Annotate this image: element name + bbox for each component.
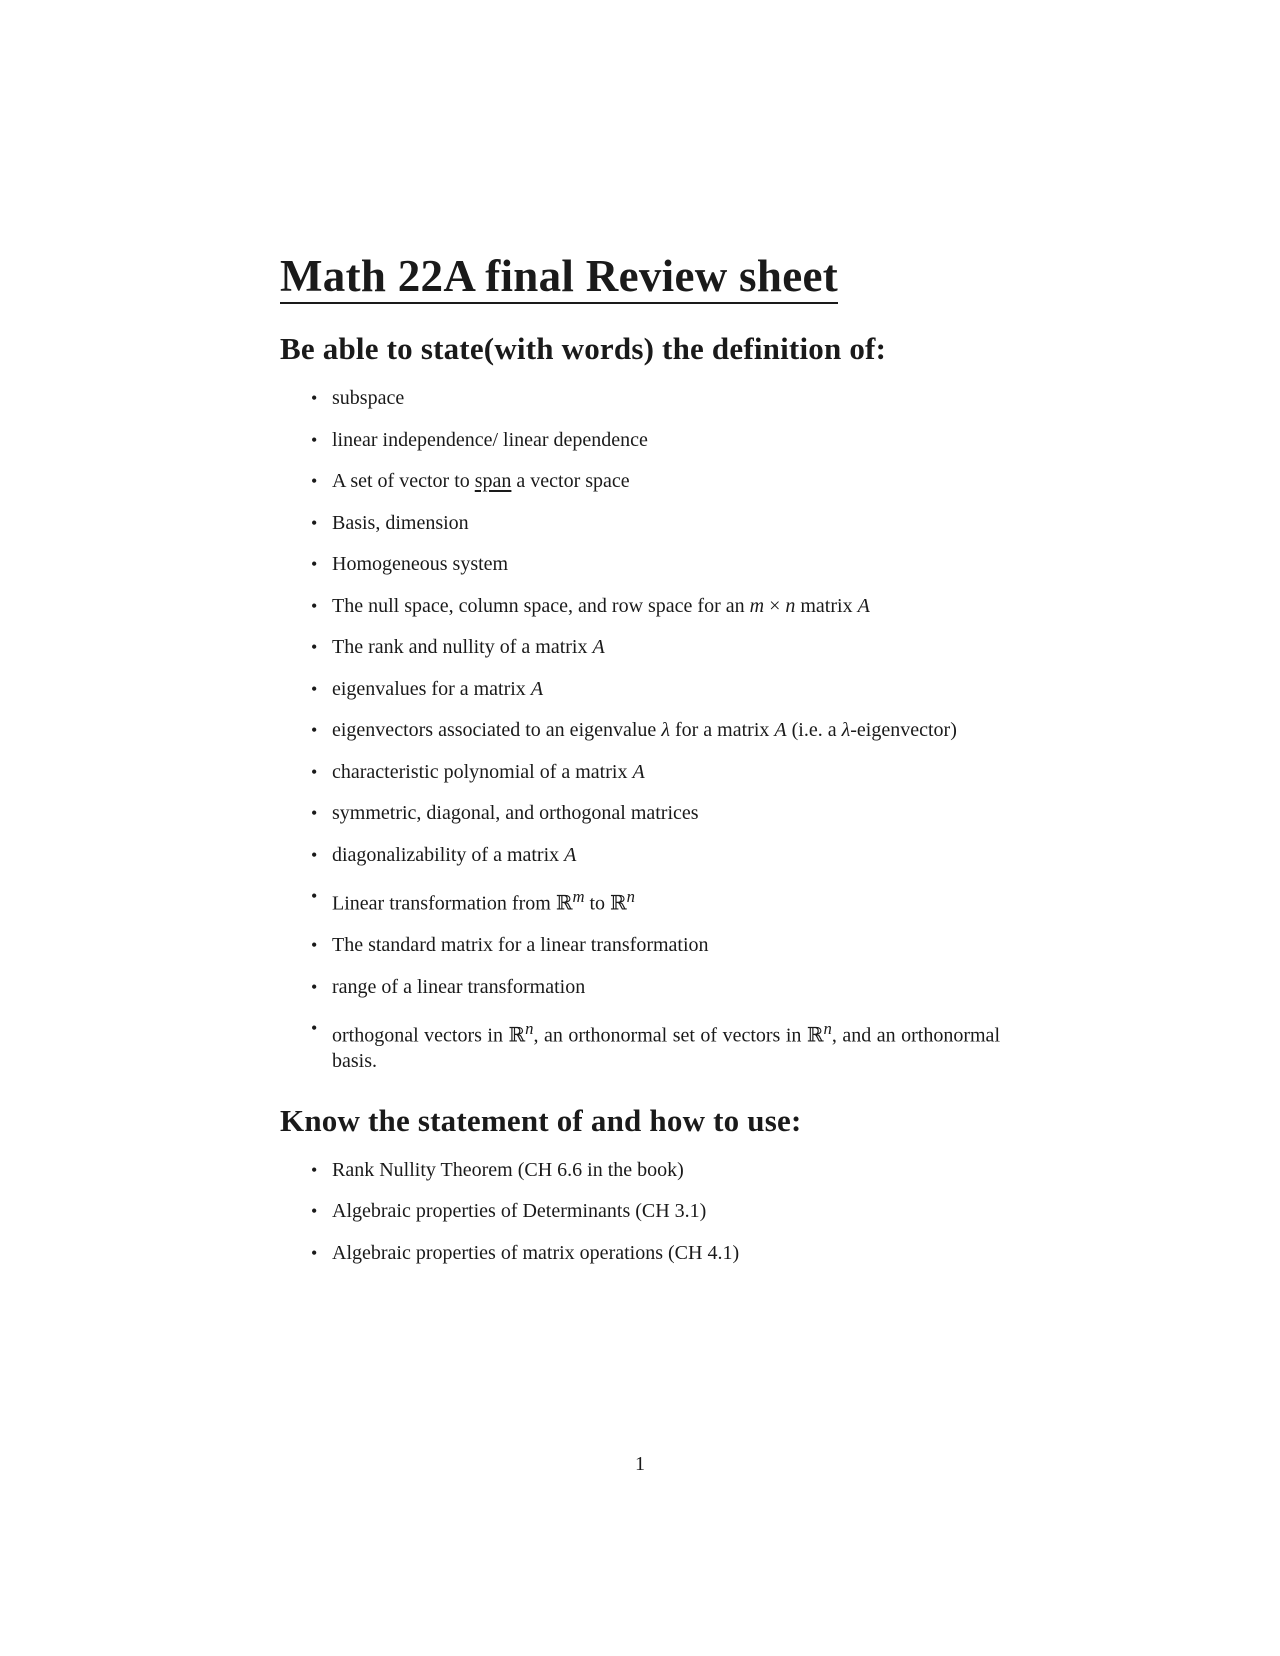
definitions-list: [280, 386, 1000, 1074]
list-item: • Basis, dimension: [311, 511, 469, 534]
bullet-icon: •: [311, 678, 318, 699]
list-item: • The null space, column space, and row space for an m × n matrix A: [311, 594, 870, 617]
bullet-icon: •: [311, 886, 318, 906]
list-item: • The standard matrix for a linear transformation: [311, 934, 709, 957]
bullet-icon: •: [311, 935, 318, 956]
list-item: • Homogeneous system: [311, 553, 509, 575]
section-heading-definitions: Be able to state(with words) the definition of:: [280, 331, 887, 366]
page-content: [280, 250, 1000, 1282]
list-item: • Rank Nullity Theorem (CH 6.6 in the book): [311, 1158, 684, 1181]
bullet-icon: •: [311, 803, 318, 823]
page-number: 1: [635, 1453, 645, 1475]
list-item: • linear independence/ linear dependence: [311, 428, 648, 451]
bullet-icon: •: [311, 554, 318, 574]
bullet-icon: •: [311, 1018, 318, 1039]
list-item: • diagonalizability of a matrix A: [311, 843, 577, 866]
list-item: • characteristic polynomial of a matrix A: [311, 760, 645, 783]
document-title: Math 22A final Review sheet: [280, 250, 838, 304]
statements-list: [280, 1158, 1000, 1266]
bullet-icon: •: [311, 1201, 318, 1222]
list-item: • The rank and nullity of a matrix A: [311, 636, 605, 658]
bullet-icon: •: [311, 512, 318, 533]
bullet-icon: •: [311, 844, 318, 865]
list-item: • eigenvectors associated to an eigenvalue λ for a matrix A (i.e. a λ-eigenvector): [311, 719, 957, 741]
bullet-icon: •: [311, 429, 318, 450]
bullet-icon: •: [311, 637, 318, 657]
bullet-icon: •: [311, 388, 318, 408]
list-item: • Algebraic properties of Determinants (CH 3.1): [311, 1200, 707, 1223]
bullet-icon: •: [311, 595, 318, 616]
list-item: • A set of vector to span a vector space: [311, 470, 630, 492]
list-item: • subspace: [311, 387, 405, 409]
section-heading-statements: Know the statement of and how to use:: [280, 1102, 802, 1138]
list-item: • symmetric, diagonal, and orthogonal matrices: [311, 802, 699, 824]
list-item: • Algebraic properties of matrix operations (CH 4.1): [311, 1241, 740, 1264]
bullet-icon: •: [311, 1242, 318, 1263]
bullet-icon: •: [311, 720, 318, 740]
list-item: • Linear transformation from ℝ$^m$ to ℝ$^n$: [311, 886, 635, 915]
list-item: • range of a linear transformation: [311, 975, 586, 998]
bullet-icon: •: [311, 976, 318, 997]
list-item: • orthogonal vectors in ℝ$^n$, an orthonormal set of vectors in ℝ$^n$, and an orthonormal basis.: [311, 1018, 1000, 1072]
underlined-term-span: span: [474, 470, 512, 492]
bullet-icon: •: [311, 761, 318, 782]
list-item: • eigenvalues for a matrix A: [311, 677, 544, 700]
bullet-icon: •: [311, 471, 318, 491]
bullet-icon: •: [311, 1159, 318, 1180]
